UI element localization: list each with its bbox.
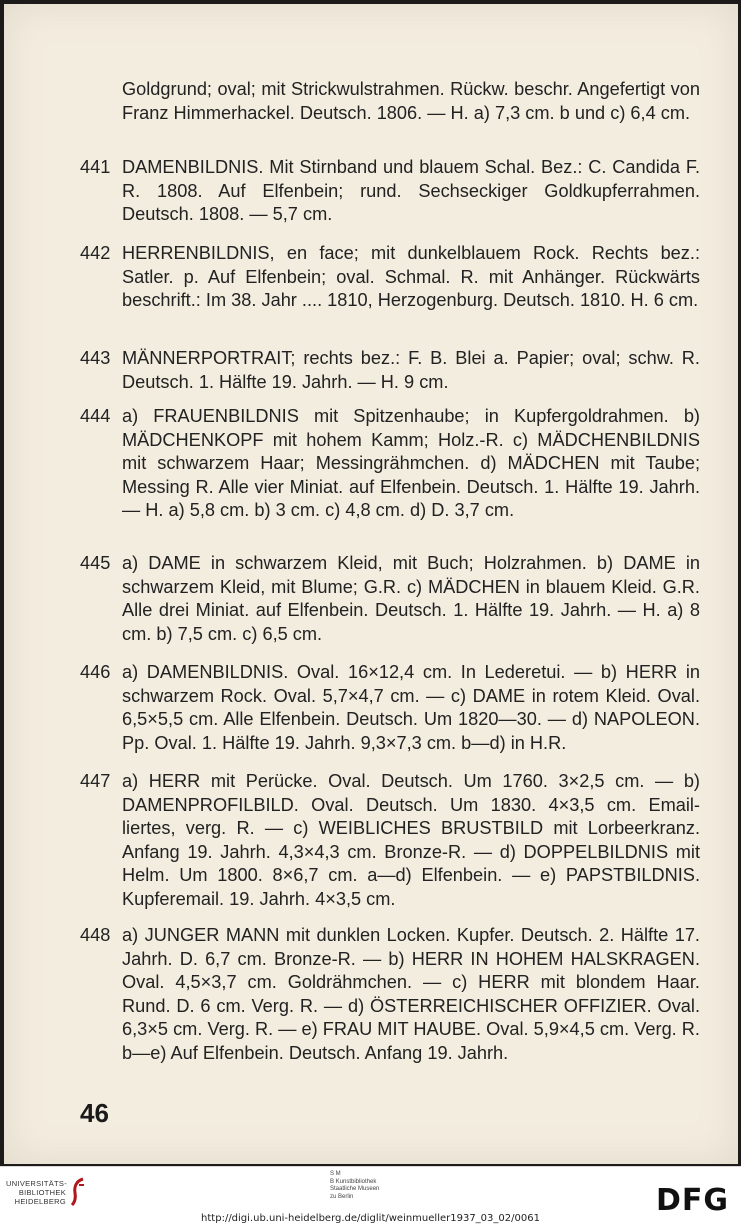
catalog-entry-441 bbox=[80, 156, 700, 227]
catalog-entry-447 bbox=[80, 770, 700, 911]
smb-kunstbibliothek-logo[interactable] bbox=[330, 1171, 420, 1201]
ub-heidelberg-logo[interactable] bbox=[6, 1179, 66, 1206]
entry-number: 441 bbox=[80, 157, 111, 177]
ub-logo-line: HEIDELBERG bbox=[14, 1197, 66, 1206]
source-url-link[interactable]: http://digi.ub.uni-heidelberg.de/diglit/weinmueller1937_03_02/0061 bbox=[201, 1213, 540, 1224]
entry-number: 447 bbox=[80, 771, 111, 791]
ub-logo-line: UNIVERSITÄTS- bbox=[6, 1179, 67, 1188]
entry-text: a) HERR mit Perücke. Oval. Deutsch. Um 1760. 3×2,5 cm. — b) DAMENPROFILBILD. Oval. Deutsch. Um 1830. 4×3,5 cm. Email-liertes, verg. R. — c) WEIBLICHES BRUSTBILD mit Lorbeerkranz. Anfang 19. Jahrh. 4,3×4,3 cm. Bronze-R. — d) DOPPELBILDNIS mit Helm. Um 1800. 8×6,7 cm. a—d) Elfenbein. — e) PAPSTBILDNIS. Kupferemail. 19. Jahrh. 4×3,5 cm. bbox=[122, 771, 700, 909]
entry-text: DAMENBILDNIS. Mit Stirnband und blauem Schal. Bez.: C. Candida F. R. 1808. Auf Elfenbein; rund. Sechseckiger Goldkupferrahmen. Deutsch. 1808. — 5,7 cm. bbox=[122, 157, 700, 224]
catalog-entry-445 bbox=[80, 552, 700, 646]
dfg-logo[interactable]: DFG bbox=[656, 1183, 730, 1218]
entry-text: a) DAMENBILDNIS. Oval. 16×12,4 cm. In Lederetui. — b) HERR in schwarzem Rock. Oval. 5,7×4,7 cm. — c) DAME in rotem Kleid. Oval. 6,5×5,5 cm. Alle Elfenbein. Deutsch. Um 1820—30. — d) NAPOLEON. Pp. Oval. 1. Hälfte 19. Jahrh. 9,3×7,3 cm. b—d) in H.R. bbox=[122, 662, 700, 753]
entry-number: 445 bbox=[80, 553, 111, 573]
entry-number: 444 bbox=[80, 406, 111, 426]
digitization-footer bbox=[0, 1166, 741, 1226]
smb-logo-line: zu Berlin bbox=[330, 1193, 354, 1200]
catalog-entry-442 bbox=[80, 242, 700, 313]
ub-emblem-icon bbox=[70, 1177, 86, 1207]
catalog-entry-446 bbox=[80, 661, 700, 755]
entry-text: a) JUNGER MANN mit dunklen Locken. Kupfer. Deutsch. 2. Hälfte 17. Jahrh. D. 6,7 cm. Bronze-R. — b) HERR IN HOHEM HALSKRAGEN. Oval. 4,5×3,7 cm. Goldrähmchen. — c) HERR mit blondem Haar. Rund. D. 6 cm. Verg. R. — d) ÖSTERREICHISCHER OFFIZIER. Oval. 6,3×5 cm. Verg. R. — e) FRAU MIT HAUBE. Oval. 5,9×4,5 cm. Verg. R. b—e) Auf Elfenbein. Deutsch. Anfang 19. Jahrh. bbox=[122, 925, 700, 1063]
entry-number: 443 bbox=[80, 348, 111, 368]
entry-text: Goldgrund; oval; mit Strickwulstrahmen. Rückw. beschr. Angefertigt von Franz Himmerhackel. Deutsch. 1806. — H. a) 7,3 cm. b und c) 6,4 cm. bbox=[122, 79, 700, 123]
entry-number: 448 bbox=[80, 925, 111, 945]
smb-logo-line: B Kunstbibliothek bbox=[330, 1178, 377, 1185]
entry-number: 446 bbox=[80, 662, 111, 682]
ub-logo-line: BIBLIOTHEK bbox=[18, 1188, 66, 1197]
catalog-entry-continuation bbox=[80, 78, 700, 125]
smb-logo-line: Staatliche Museen bbox=[330, 1186, 380, 1192]
page-number: 46 bbox=[80, 1098, 109, 1128]
catalog-entry-443 bbox=[80, 347, 700, 394]
smb-logo-line: S M bbox=[330, 1171, 341, 1177]
catalog-entry-444 bbox=[80, 405, 700, 523]
entry-text: HERRENBILDNIS, en face; mit dunkelblauem Rock. Rechts bez.: Satler. p. Auf Elfenbein; oval. Schmal. R. mit Anhänger. Rückwärts beschrift.: Im 38. Jahr .... 1810, Herzogenburg. Deutsch. 1810. H. 6 cm. bbox=[122, 243, 700, 310]
entry-text: a) FRAUENBILDNIS mit Spitzenhaube; in Kupfergoldrahmen. b) MÄDCHENKOPF mit hohem Kamm; Holz.-R. c) MÄDCHENBILDNIS mit schwarzem Haar; Messingrähmchen. d) MÄDCHEN mit Taube; Messing R. Alle vier Miniat. auf Elfenbein. Deutsch. 1. Hälfte 19. Jahrh. — H. a) 5,8 cm. b) 3 cm. c) 4,8 cm. d) D. 3,7 cm. bbox=[122, 406, 700, 520]
entry-number: 442 bbox=[80, 243, 111, 263]
entry-text: a) DAME in schwarzem Kleid, mit Buch; Holzrahmen. b) DAME in schwarzem Kleid, mit Blume; G.R. c) MÄDCHEN in blauem Kleid. G.R. Alle drei Miniat. auf Elfenbein. Deutsch. 1. Hälfte 19. Jahrh. — H. a) 8 cm. b) 7,5 cm. c) 6,5 cm. bbox=[122, 553, 700, 644]
catalog-entry-448 bbox=[80, 924, 700, 1065]
entry-text: MÄNNERPORTRAIT; rechts bez.: F. B. Blei a. Papier; oval; schw. R. Deutsch. 1. Hälfte 19. Jahrh. — H. 9 cm. bbox=[122, 348, 700, 392]
catalog-page bbox=[4, 4, 738, 1164]
